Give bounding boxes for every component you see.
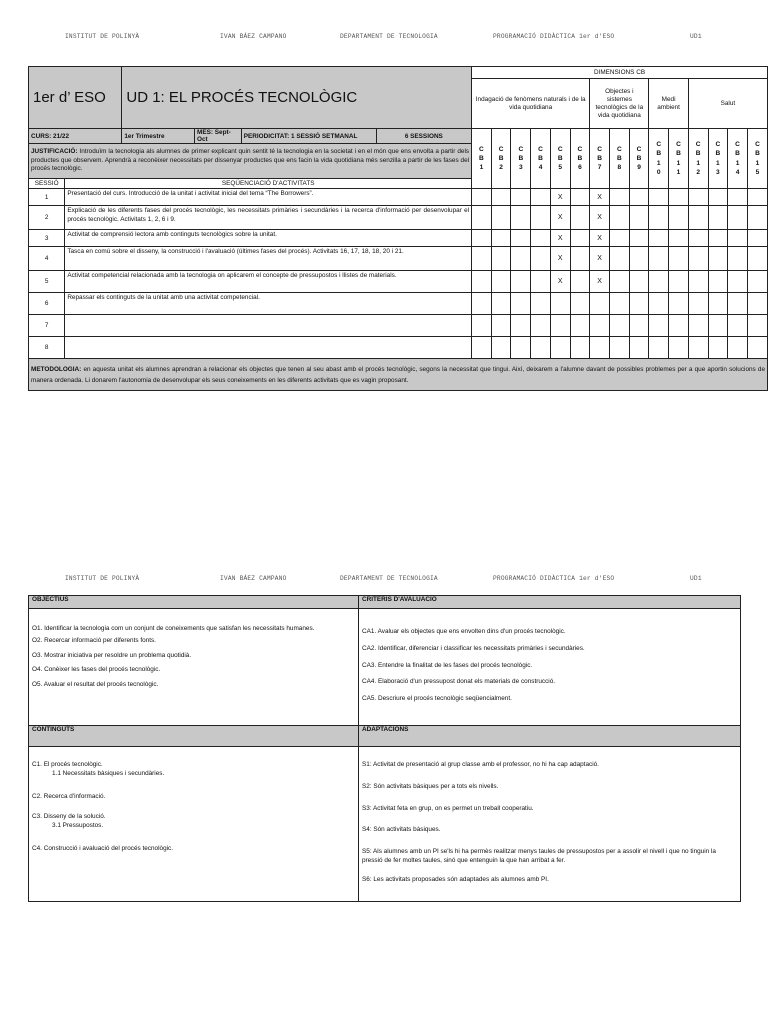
justificacio-label: JUSTIFICACIÓ: <box>31 148 78 156</box>
cb-mark <box>472 337 492 359</box>
periodicitat-cell: PERIODICITAT: 1 SESSIÓ SETMANAL <box>241 129 376 144</box>
page-header-2 <box>0 575 768 589</box>
cb-mark <box>747 337 767 359</box>
dimensions-label: DIMENSIONS CB <box>472 67 768 79</box>
session-activity: Tasca en comú sobre el disseny, la construcció i l'avaluació (últimes fases del procés). Activitats 16, 17, 18, 18, 20 i 21. <box>65 247 472 271</box>
cb-mark <box>688 189 708 206</box>
cb-mark <box>708 247 728 271</box>
cb-mark <box>728 293 748 315</box>
cb-mark <box>531 206 551 230</box>
sessions-count-cell: 6 SESSIONS <box>376 129 471 144</box>
course-label: 1er d’ ESO <box>29 67 122 129</box>
cb-mark <box>472 271 492 293</box>
cb-mark <box>688 271 708 293</box>
contingut-item: C4. Construcció i avaluació del procés tecnològic. <box>32 844 174 852</box>
adaptacio-item: S2: Són activitats bàsiques per a tots els nivells. <box>362 782 499 790</box>
criteri-item: CA5. Descriure el procés tecnològic seqüencialment. <box>362 695 512 703</box>
cb-mark <box>629 206 649 230</box>
cb-mark <box>728 315 748 337</box>
cb-mark <box>570 189 590 206</box>
objectius-header: OBJECTIUS <box>29 596 359 609</box>
cb-mark <box>669 230 689 247</box>
cb-mark <box>511 230 531 247</box>
cb-mark <box>747 247 767 271</box>
cb-code: C B 1 4 <box>728 129 748 189</box>
cb-mark <box>649 247 669 271</box>
cb-mark <box>669 189 689 206</box>
cb-mark <box>728 206 748 230</box>
cb-mark <box>708 206 728 230</box>
cb-code: C B 4 <box>531 129 551 189</box>
cb-mark: X <box>590 230 610 247</box>
cb-mark <box>669 337 689 359</box>
cb-mark <box>629 337 649 359</box>
cb-mark <box>609 293 629 315</box>
cb-code: C B 1 3 <box>708 129 728 189</box>
sequencing-table <box>28 66 768 391</box>
cb-mark <box>609 230 629 247</box>
objectives-table <box>28 595 741 902</box>
cb-mark <box>649 315 669 337</box>
unit-title: UD 1: EL PROCÉS TECNOLÒGIC <box>122 67 472 129</box>
adaptacio-item: S3: Activitat feta en grup, on es permet un treball cooperatiu. <box>362 804 534 812</box>
cb-mark <box>747 271 767 293</box>
sequencia-header: SEQÜENCIACIÓ D'ACTIVITATS <box>65 179 472 189</box>
objectiu-item: O3. Mostrar iniciativa per resoldre un problema quotidià. <box>32 651 192 659</box>
cb-mark <box>609 206 629 230</box>
dim-group-salut: Salut <box>688 79 767 129</box>
adaptacio-item: S1: Activitat de presentació al grup classe amb el professor, no hi ha cap adaptació. <box>362 761 599 768</box>
header-department: DEPARTAMENT DE TECNOLOGIA <box>340 33 438 40</box>
dim-group-objectes: Objectes i sistemes tecnològics de la vida quotidiana <box>590 79 649 129</box>
session-number: 8 <box>29 337 65 359</box>
criteri-item: CA3. Entendre la finalitat de les fases del procés tecnològic. <box>362 661 533 669</box>
cb-code: C B 7 <box>590 129 610 189</box>
cb-mark: X <box>590 271 610 293</box>
cb-mark <box>570 337 590 359</box>
cb-mark <box>472 206 492 230</box>
session-row <box>29 230 768 247</box>
objectiu-item: O4. Conèixer les fases del procés tecnològic. <box>32 666 161 674</box>
cb-mark <box>570 315 590 337</box>
cb-code: C B 6 <box>570 129 590 189</box>
session-row <box>29 315 768 337</box>
cb-mark <box>570 293 590 315</box>
cb-mark <box>669 315 689 337</box>
cb-mark <box>491 315 511 337</box>
session-number: 1 <box>29 189 65 206</box>
cb-code: C B 2 <box>491 129 511 189</box>
contingut-subitem: 1.1 Necessitats bàsiques i secundàries. <box>52 769 165 777</box>
cb-mark <box>688 337 708 359</box>
cb-mark <box>511 337 531 359</box>
cb-mark <box>728 230 748 247</box>
cb-mark <box>472 189 492 206</box>
cb-mark <box>511 293 531 315</box>
cb-mark <box>531 293 551 315</box>
header-author: IVAN BÁEZ CAMPANO <box>220 575 287 582</box>
adaptacions-header: ADAPTACIONS <box>359 726 741 747</box>
cb-mark <box>708 337 728 359</box>
cb-mark <box>590 315 610 337</box>
cb-mark <box>728 337 748 359</box>
header-unit: UD1 <box>690 575 702 582</box>
cb-mark <box>531 247 551 271</box>
cb-mark <box>491 206 511 230</box>
cb-mark <box>747 206 767 230</box>
cb-mark <box>649 230 669 247</box>
cb-mark: X <box>550 230 570 247</box>
curs-cell: CURS: 21/22 <box>29 129 122 144</box>
cb-mark <box>629 293 649 315</box>
criteri-item: CA4. Elaboració d'un pressupost donat els materials de construcció. <box>362 678 556 686</box>
cb-mark <box>669 247 689 271</box>
justificacio-text: Introduïm la tecnologia als alumnes de primer explicant quin sentit té la tecnologia en la societat i en el món que ens envolta a partir dels productes que observem. Aprendrà a reconèixer necessitats per dissenyar productes que ens facin la vida quotidiana més senzilla a partir de les fases del procés tecnològic. <box>31 148 470 173</box>
session-row <box>29 189 768 206</box>
cb-mark <box>590 293 610 315</box>
cb-mark <box>649 189 669 206</box>
criteri-item: CA2. Identificar, diferenciar i classificar les necessitats primàries i secundàries. <box>362 644 585 652</box>
session-activity: Activitat de comprensió lectora amb continguts tecnològics sobre la unitat. <box>65 230 472 247</box>
cb-code: C B 5 <box>550 129 570 189</box>
session-row <box>29 271 768 293</box>
session-activity <box>65 315 472 337</box>
metodologia-label: METODOLOGIA: <box>31 365 82 373</box>
adaptacio-item: S6: Les activitats proposades són adaptades als alumnes amb PI. <box>362 875 549 883</box>
session-activity: Explicació de les diferents fases del procés tecnològic, les necessitats primàries i secundàries i la recerca d'informació per desenvolupar el procés tecnològic. Activitats 1, 2, 6 i 9. <box>65 206 472 230</box>
cb-mark <box>629 189 649 206</box>
objectius-list <box>29 609 359 726</box>
cb-mark <box>688 315 708 337</box>
cb-mark: X <box>590 206 610 230</box>
contingut-item: C1. El procés tecnològic. <box>32 761 103 768</box>
session-number: 7 <box>29 315 65 337</box>
cb-mark <box>472 293 492 315</box>
criteris-list <box>359 609 741 726</box>
cb-mark <box>629 247 649 271</box>
cb-mark <box>511 247 531 271</box>
cb-mark <box>747 189 767 206</box>
header-school: INSTITUT DE POLINYÀ <box>65 33 140 40</box>
cb-code: C B 8 <box>609 129 629 189</box>
criteri-item: CA1. Avaluar els objectes que ens envolten dins d'un procés tecnològic. <box>362 628 566 635</box>
cb-mark <box>708 315 728 337</box>
cb-mark <box>531 271 551 293</box>
header-author: IVAN BÁEZ CAMPANO <box>220 33 287 40</box>
cb-mark <box>708 230 728 247</box>
cb-code: C B 1 0 <box>649 129 669 189</box>
sessio-header: SESSIÓ <box>29 179 65 189</box>
cb-mark <box>491 189 511 206</box>
session-activity: Activitat competencial relacionada amb la tecnologia on aplicarem el concepte de pressupostos i llistes de materials. <box>65 271 472 293</box>
cb-mark <box>550 293 570 315</box>
cb-mark <box>550 337 570 359</box>
contingut-subitem: 3.1 Pressupostos. <box>52 822 104 830</box>
cb-mark <box>570 230 590 247</box>
cb-mark <box>649 206 669 230</box>
cb-mark <box>511 315 531 337</box>
cb-mark <box>629 230 649 247</box>
cb-mark <box>649 293 669 315</box>
cb-mark <box>747 293 767 315</box>
header-department: DEPARTAMENT DE TECNOLOGIA <box>340 575 438 582</box>
cb-mark <box>472 315 492 337</box>
cb-mark <box>491 293 511 315</box>
objectiu-item: O1. Identificar la tecnologia com un conjunt de coneixements que satisfan les necessitats humanes. <box>32 625 315 632</box>
cb-mark <box>688 230 708 247</box>
cb-mark <box>688 293 708 315</box>
adaptacions-list <box>359 747 741 902</box>
dim-group-indagacio: Indagació de fenòmens naturals i de la vida quotidiana <box>472 79 590 129</box>
cb-mark <box>708 271 728 293</box>
criteris-header: CRITERIS D'AVALUACIÓ <box>359 596 741 609</box>
header-school: INSTITUT DE POLINYÀ <box>65 575 140 582</box>
session-row <box>29 293 768 315</box>
cb-mark <box>629 271 649 293</box>
cb-mark <box>609 189 629 206</box>
cb-mark: X <box>550 189 570 206</box>
session-row <box>29 206 768 230</box>
adaptacio-item: S4: Són activitats bàsiques. <box>362 826 441 834</box>
cb-mark <box>570 271 590 293</box>
adaptacio-item: S5: Als alumnes amb un PI se'ls hi ha permès realitzar menys taules de pressupostos per a assolir el nivell i que no tinguin la pressió de fer moltes taules, sinó que entenguin la que han arribat a fer. <box>362 848 716 864</box>
cb-mark <box>550 315 570 337</box>
cb-mark <box>491 271 511 293</box>
cb-mark <box>531 337 551 359</box>
cb-mark <box>531 315 551 337</box>
cb-mark <box>728 271 748 293</box>
session-row <box>29 337 768 359</box>
session-activity <box>65 337 472 359</box>
cb-mark <box>629 315 649 337</box>
cb-mark <box>669 293 689 315</box>
cb-mark: X <box>550 271 570 293</box>
cb-code: C B 3 <box>511 129 531 189</box>
objectiu-item: O2. Recercar informació per diferents fonts. <box>32 636 156 644</box>
cb-code: C B 1 <box>472 129 492 189</box>
mes-cell: MES: Sept-Oct <box>195 129 242 144</box>
cb-mark <box>491 230 511 247</box>
cb-mark <box>688 247 708 271</box>
cb-code: C B 1 1 <box>669 129 689 189</box>
cb-mark <box>531 230 551 247</box>
cb-mark: X <box>590 189 610 206</box>
continguts-list <box>29 747 359 902</box>
session-number: 5 <box>29 271 65 293</box>
session-rows <box>29 189 768 359</box>
session-number: 6 <box>29 293 65 315</box>
justificacio-cell <box>29 144 472 179</box>
cb-mark <box>669 271 689 293</box>
cb-mark <box>590 337 610 359</box>
metodologia-cell <box>29 359 768 391</box>
contingut-item: C3. Disseny de la solució. <box>32 813 106 821</box>
cb-mark <box>728 189 748 206</box>
metodologia-text: en aquesta unitat els alumnes aprendran a relacionar els objectes que tenen al seu abast amb el procés tecnològic, segons la necessitat que tingui. Així, deixarem a l'alumne davant de possibles problemes per a que aportin solucions de manera ordenada. Li donarem l'autonomia de desenvolupar els seus coneixements en les diferents activitats que es vagin proposant. <box>31 365 765 384</box>
cb-mark <box>747 230 767 247</box>
cb-mark <box>570 247 590 271</box>
cb-code: C B 1 2 <box>688 129 708 189</box>
session-number: 2 <box>29 206 65 230</box>
cb-mark <box>708 293 728 315</box>
cb-mark <box>609 247 629 271</box>
session-activity: Presentació del curs. Introducció de la unitat i activitat inicial del tema “The Borrowers”. <box>65 189 472 206</box>
session-number: 4 <box>29 247 65 271</box>
cb-mark <box>728 247 748 271</box>
cb-mark <box>708 189 728 206</box>
cb-mark <box>688 206 708 230</box>
header-doc: PROGRAMACIÓ DIDÀCTICA 1er d'ESO <box>493 575 615 582</box>
cb-mark <box>472 247 492 271</box>
cb-mark <box>570 206 590 230</box>
session-row <box>29 247 768 271</box>
cb-code: C B 9 <box>629 129 649 189</box>
objectiu-item: O5. Avaluar el resultat del procés tecnològic. <box>32 681 159 689</box>
cb-mark <box>649 337 669 359</box>
cb-mark <box>609 315 629 337</box>
cb-mark <box>609 271 629 293</box>
cb-mark: X <box>550 206 570 230</box>
cb-mark <box>531 189 551 206</box>
page-header-1 <box>0 33 768 47</box>
session-activity: Repassar els continguts de la unitat amb una activitat competencial. <box>65 293 472 315</box>
cb-code: C B 1 5 <box>747 129 767 189</box>
contingut-item: C2. Recerca d'informació. <box>32 792 106 800</box>
cb-mark <box>669 206 689 230</box>
cb-mark <box>491 247 511 271</box>
session-number: 3 <box>29 230 65 247</box>
cb-mark <box>609 337 629 359</box>
cb-mark <box>649 271 669 293</box>
header-unit: UD1 <box>690 33 702 40</box>
cb-mark: X <box>590 247 610 271</box>
cb-mark <box>747 315 767 337</box>
dim-group-medi: Medi ambient <box>649 79 688 129</box>
cb-mark <box>511 206 531 230</box>
header-doc: PROGRAMACIÓ DIDÀCTICA 1er d'ESO <box>493 33 615 40</box>
cb-mark: X <box>550 247 570 271</box>
cb-mark <box>511 271 531 293</box>
cb-mark <box>511 189 531 206</box>
cb-mark <box>472 230 492 247</box>
continguts-header: CONTINGUTS <box>29 726 359 747</box>
trimestre-cell: 1er Trimestre <box>122 129 195 144</box>
cb-mark <box>491 337 511 359</box>
